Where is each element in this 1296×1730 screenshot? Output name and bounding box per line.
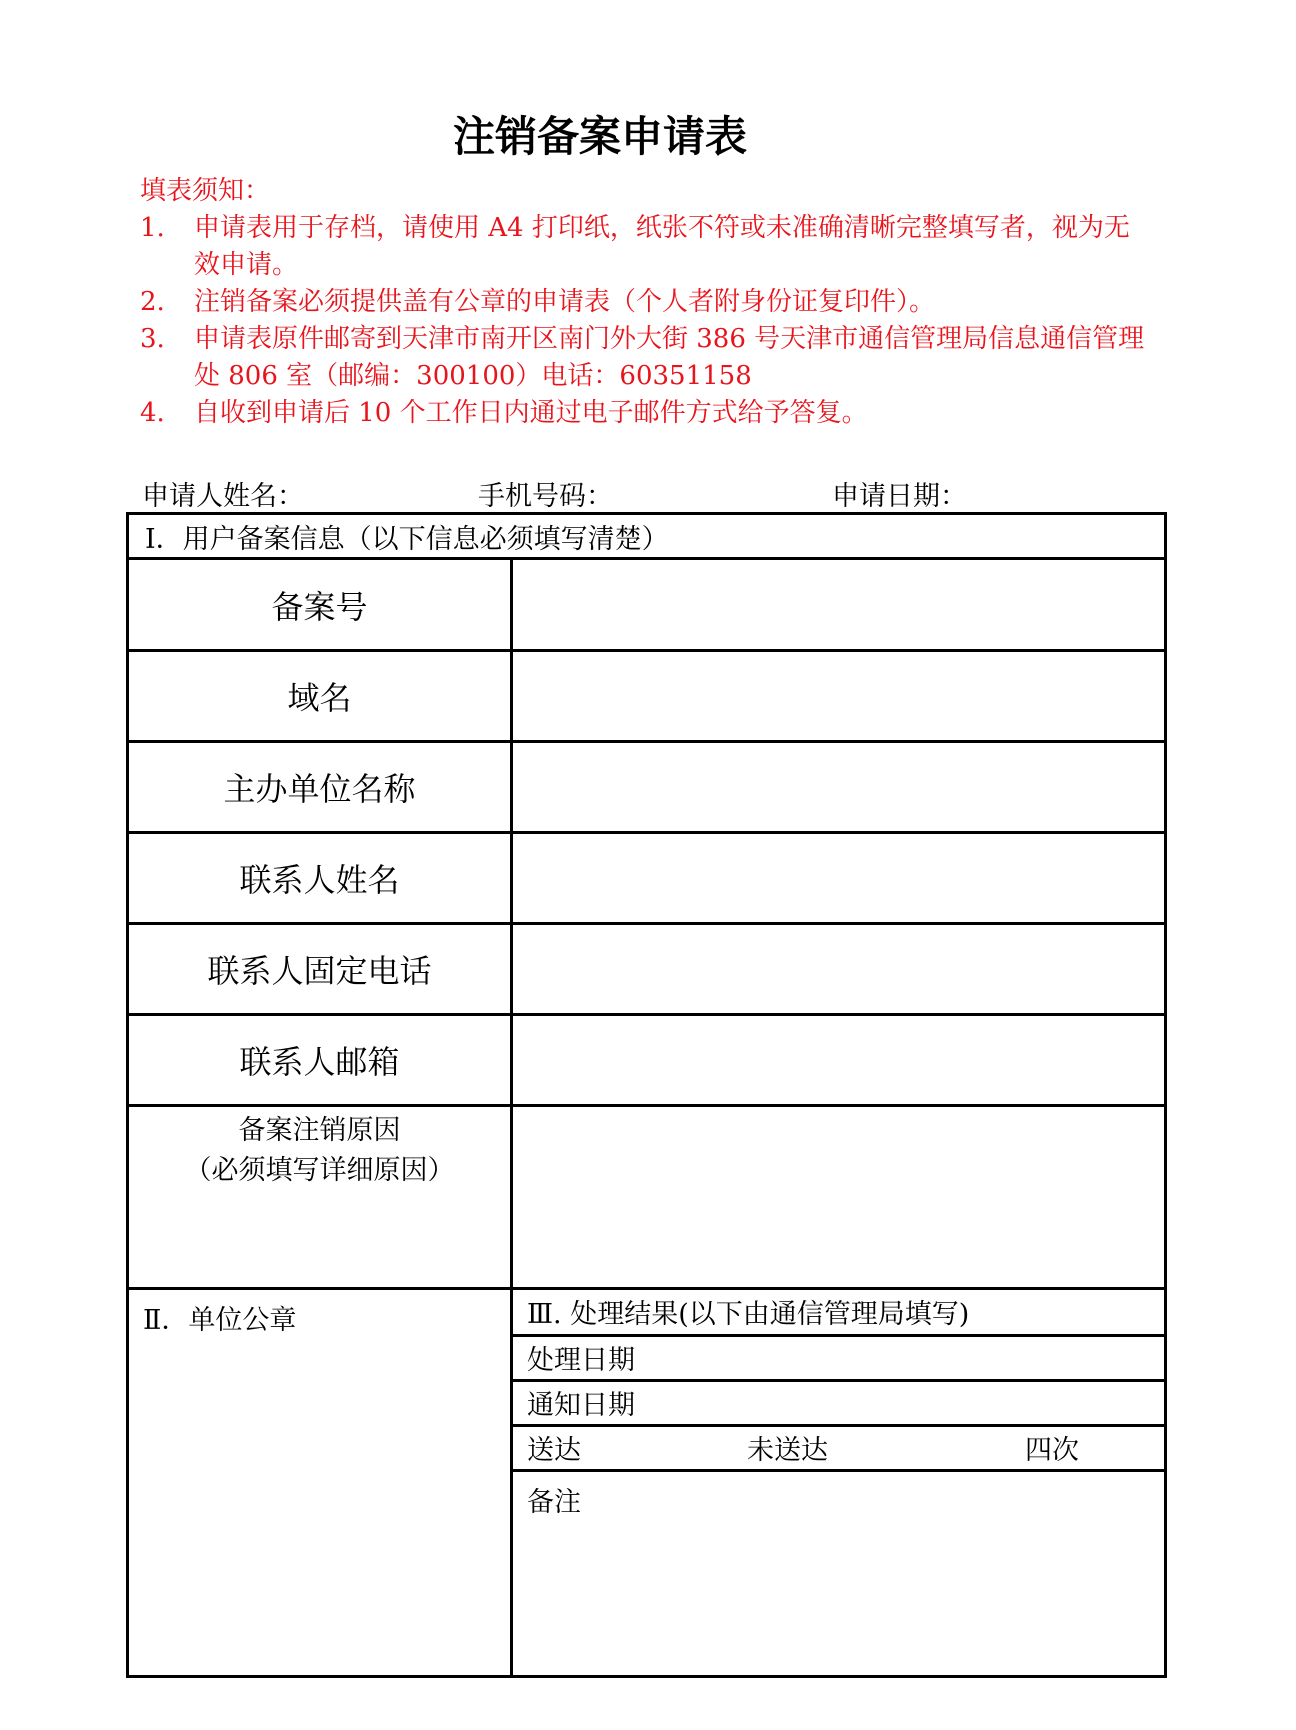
- section-3-heading: Ⅲ. 处理结果(以下由通信管理局填写): [513, 1290, 1164, 1335]
- applicant-name-label: 申请人姓名：: [142, 481, 304, 512]
- instruction-item: [140, 395, 1150, 432]
- phone-number-label: 手机号码：: [478, 481, 613, 512]
- cancellation-reason-field[interactable]: [512, 1106, 1166, 1289]
- delivered-option[interactable]: 送达: [527, 1435, 581, 1466]
- domain-name-field[interactable]: [512, 651, 1166, 742]
- organizer-name-field[interactable]: [512, 742, 1166, 833]
- instruction-text: 自收到申请后 10 个工作日内通过电子邮件方式给予答复。: [194, 398, 868, 428]
- form-title: 注销备案申请表: [452, 112, 747, 161]
- contact-email-field[interactable]: [512, 1015, 1166, 1106]
- instruction-text: 注销备案必须提供盖有公章的申请表（个人者附身份证复印件）。: [194, 287, 936, 317]
- application-date-label: 申请日期：: [832, 481, 967, 512]
- instruction-number: 4.: [140, 398, 165, 428]
- cancellation-reason-label: [128, 1106, 512, 1289]
- four-times-option[interactable]: 四次: [1025, 1435, 1079, 1466]
- instruction-item: [140, 210, 1150, 284]
- instruction-number: 1.: [140, 213, 165, 243]
- section-1-heading: Ⅰ．用户备案信息（以下信息必须填写清楚）: [128, 514, 1166, 559]
- domain-name-label: 域名: [128, 651, 512, 742]
- cancellation-reason-title: 备案注销原因: [238, 1115, 401, 1146]
- filling-instructions: [140, 172, 1150, 432]
- contact-email-label: 联系人邮箱: [128, 1015, 512, 1106]
- section-2-heading: Ⅱ．单位公章: [143, 1305, 297, 1336]
- contact-phone-field[interactable]: [512, 924, 1166, 1015]
- instruction-text: 申请表用于存档，请使用 A4 打印纸，纸张不符或未准确清晰完整填写者，视为无效申请。: [194, 213, 1130, 280]
- instructions-heading: 填表须知：: [140, 176, 271, 206]
- instruction-number: 3.: [140, 324, 165, 354]
- processing-result-area: [512, 1289, 1166, 1677]
- contact-name-field[interactable]: [512, 833, 1166, 924]
- contact-phone-label: 联系人固定电话: [128, 924, 512, 1015]
- not-delivered-option[interactable]: 未送达: [747, 1435, 828, 1466]
- record-number-field[interactable]: [512, 559, 1166, 651]
- instruction-text: 申请表原件邮寄到天津市南开区南门外大街 386 号天津市通信管理局信息通信管理处 806 室（邮编：300100）电话：60351158: [194, 324, 1145, 391]
- official-seal-area: [128, 1289, 512, 1677]
- processing-result-table: [513, 1290, 1164, 1675]
- instruction-item: [140, 284, 1150, 321]
- delivery-status-row: [513, 1425, 1164, 1470]
- remark-field[interactable]: 备注: [527, 1486, 581, 1518]
- notification-date-field[interactable]: 通知日期: [513, 1380, 1164, 1425]
- contact-name-label: 联系人姓名: [128, 833, 512, 924]
- processing-date-field[interactable]: 处理日期: [513, 1335, 1164, 1380]
- record-number-label: 备案号: [128, 559, 512, 651]
- instruction-item: [140, 321, 1150, 395]
- organizer-name-label: 主办单位名称: [128, 742, 512, 833]
- application-form-table: [126, 512, 1167, 1678]
- cancellation-reason-hint: （必须填写详细原因）: [184, 1155, 455, 1186]
- instruction-number: 2.: [140, 287, 165, 317]
